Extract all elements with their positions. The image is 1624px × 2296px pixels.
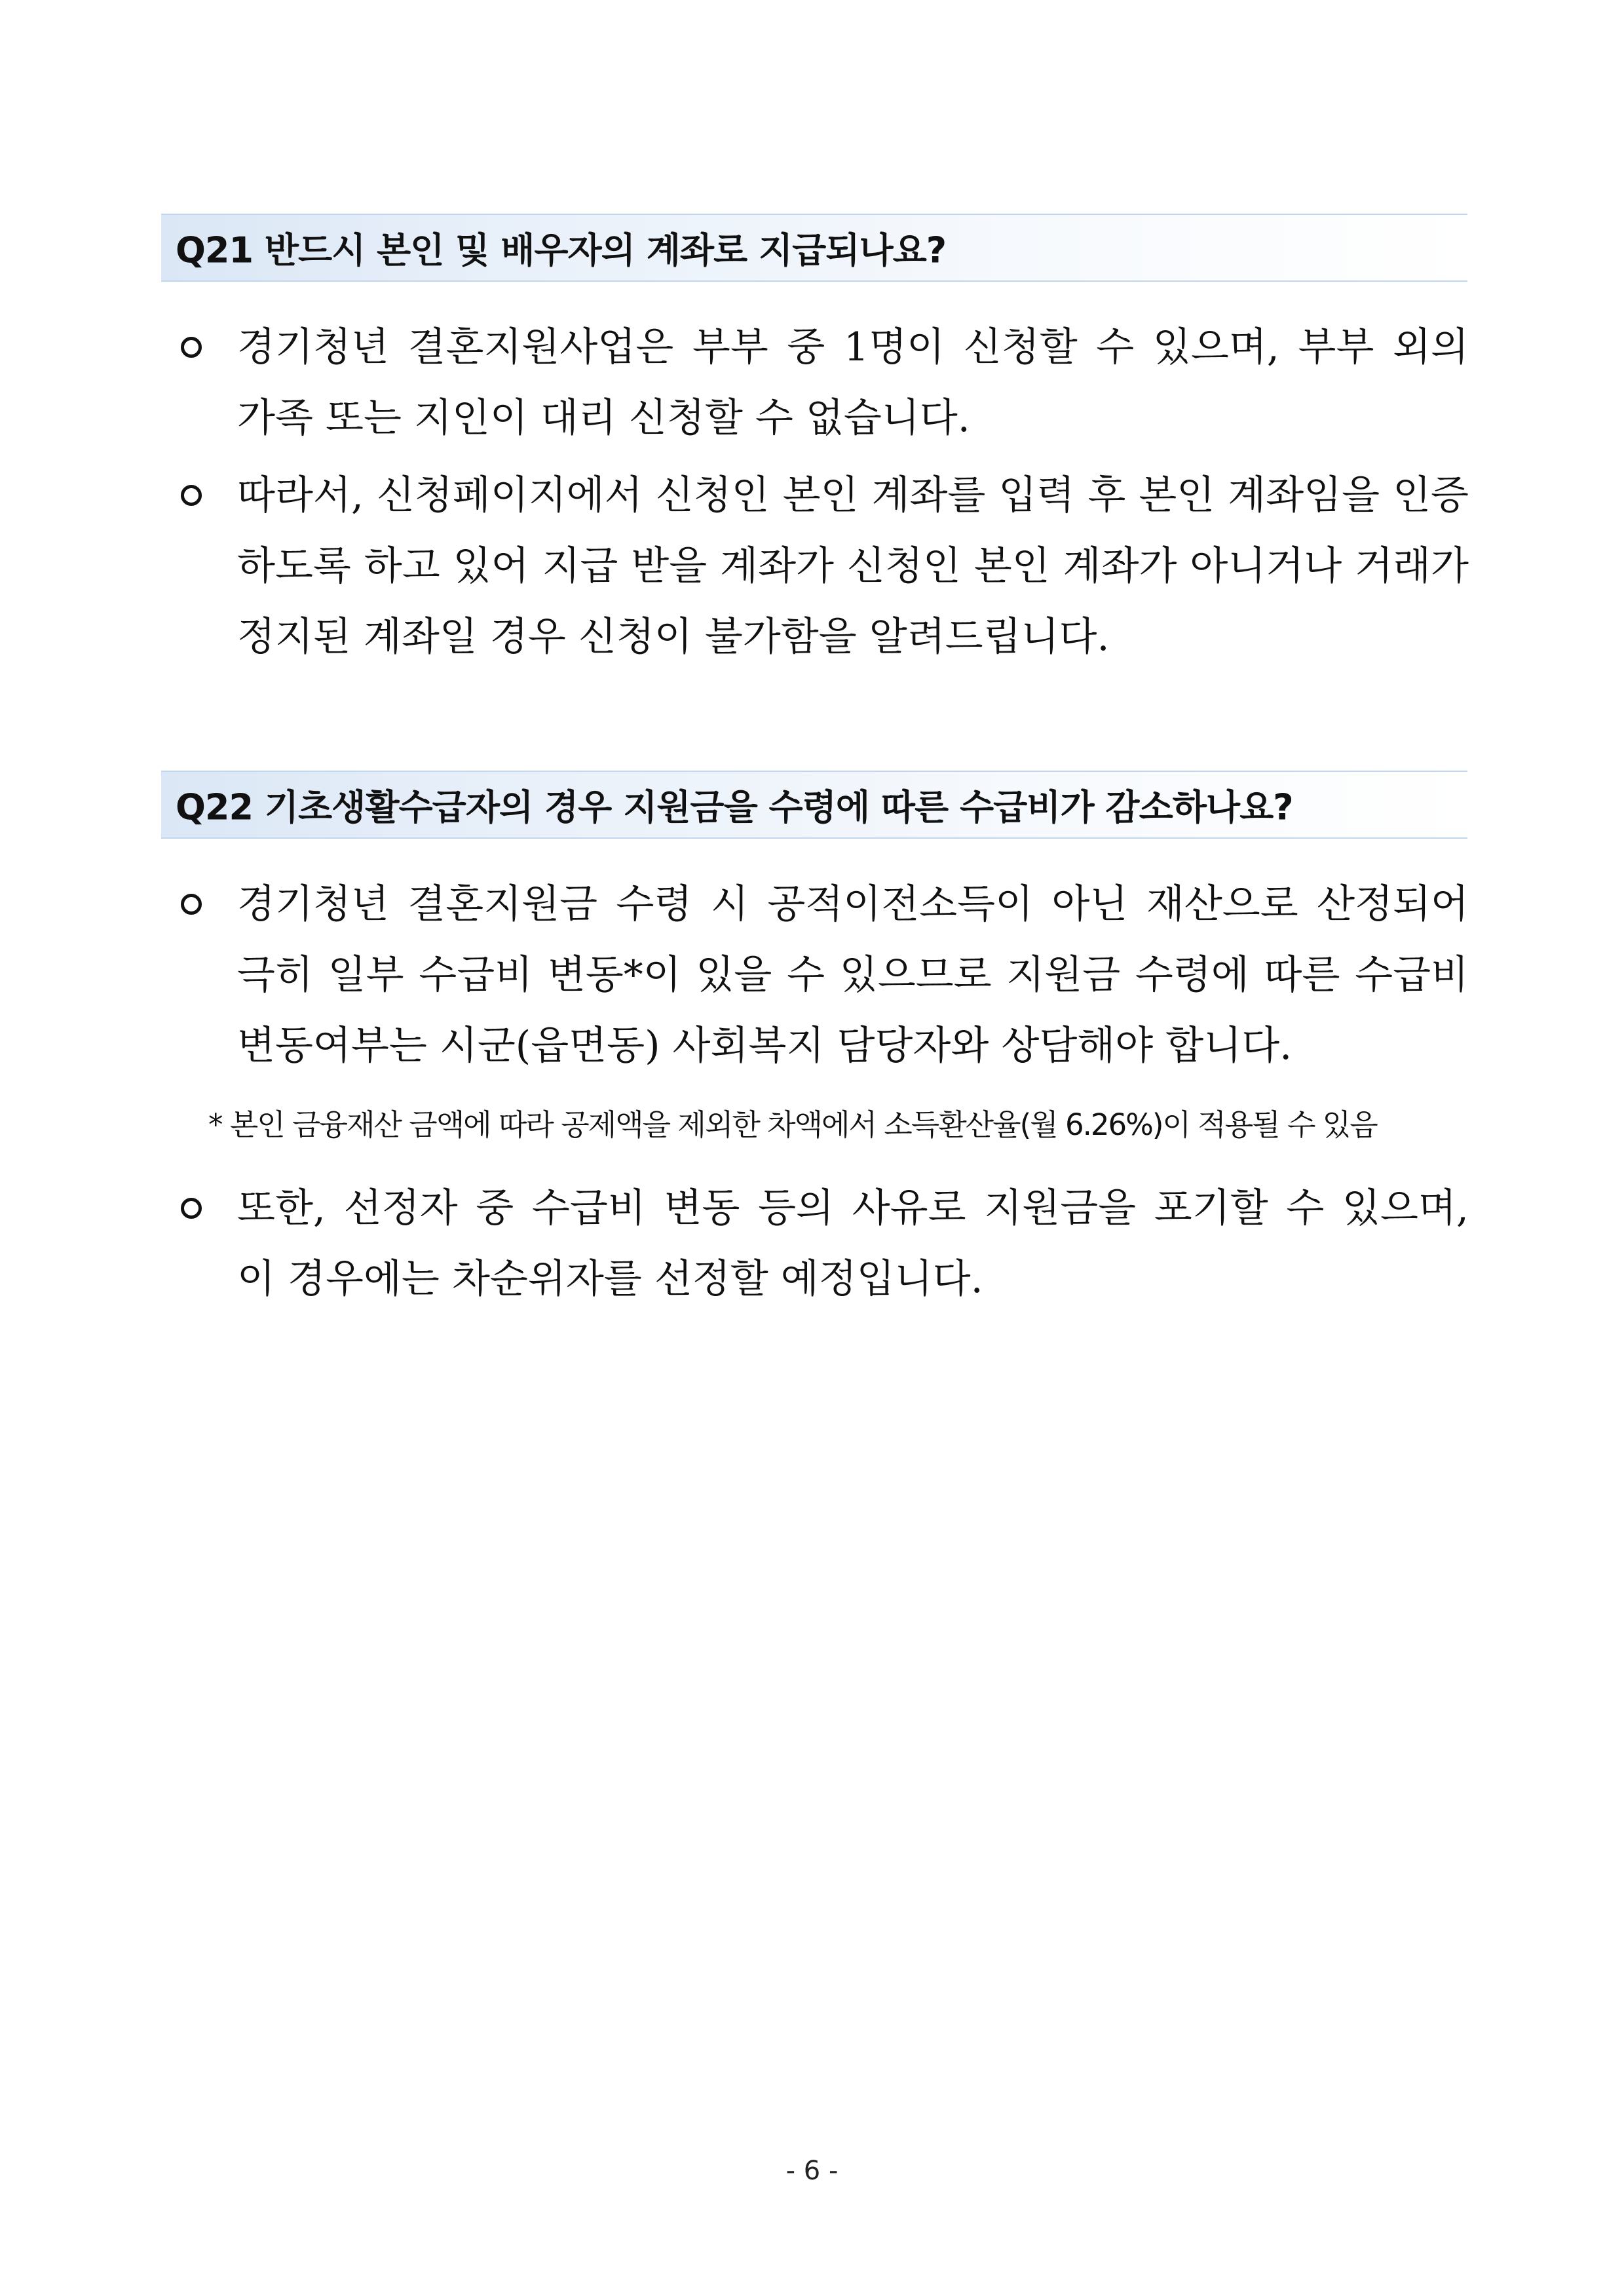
question-title: Q21 반드시 본인 및 배우자의 계좌로 지급되나요? <box>176 229 947 271</box>
answer-line: 정지된 계좌일 경우 신청이 불가함을 알려드립니다. <box>237 614 1110 660</box>
answer-line: 가족 또는 지인이 대리 신청할 수 없습니다. <box>237 395 970 441</box>
answer-line: 이 경우에는 차순위자를 선정할 예정입니다. <box>237 1256 983 1302</box>
footnote: * 본인 금융재산 금액에 따라 공제액을 제외한 차액에서 소득환산율(월 6.26%)이 적용될 수 있음 <box>208 1107 1377 1142</box>
question-title: Q22 기초생활수급자의 경우 지원금을 수령에 따른 수급비가 감소하나요? <box>176 786 1293 828</box>
circle-bullet-icon <box>181 337 202 358</box>
circle-bullet-icon <box>181 485 202 506</box>
answer-line: 하도록 하고 있어 지급 받을 계좌가 신청인 본인 계좌가 아니거나 거래가 <box>237 543 1469 589</box>
answer-line: 극히 일부 수급비 변동*이 있을 수 있으므로 지원금 수령에 따른 수급비 <box>237 952 1469 998</box>
answer-line: 경기청년 결혼지원금 수령 시 공적이전소득이 아닌 재산으로 산정되어 <box>237 881 1469 927</box>
circle-bullet-icon <box>181 894 202 915</box>
answer-line: 경기청년 결혼지원사업은 부부 중 1명이 신청할 수 있으며, 부부 외의 <box>237 324 1469 370</box>
answer-line: 따라서, 신청페이지에서 신청인 본인 계좌를 입력 후 본인 계좌임을 인증 <box>237 472 1469 518</box>
question-header-q22 <box>161 771 1467 839</box>
answer-line: 변동여부는 시군(읍면동) 사회복지 담당자와 상담해야 합니다. <box>237 1023 1293 1069</box>
circle-bullet-icon <box>181 1198 202 1219</box>
page-number: - 6 - <box>785 2156 839 2186</box>
question-header-q21 <box>161 214 1467 282</box>
answer-line: 또한, 선정자 중 수급비 변동 등의 사유로 지원금을 포기할 수 있으며, <box>237 1185 1469 1231</box>
